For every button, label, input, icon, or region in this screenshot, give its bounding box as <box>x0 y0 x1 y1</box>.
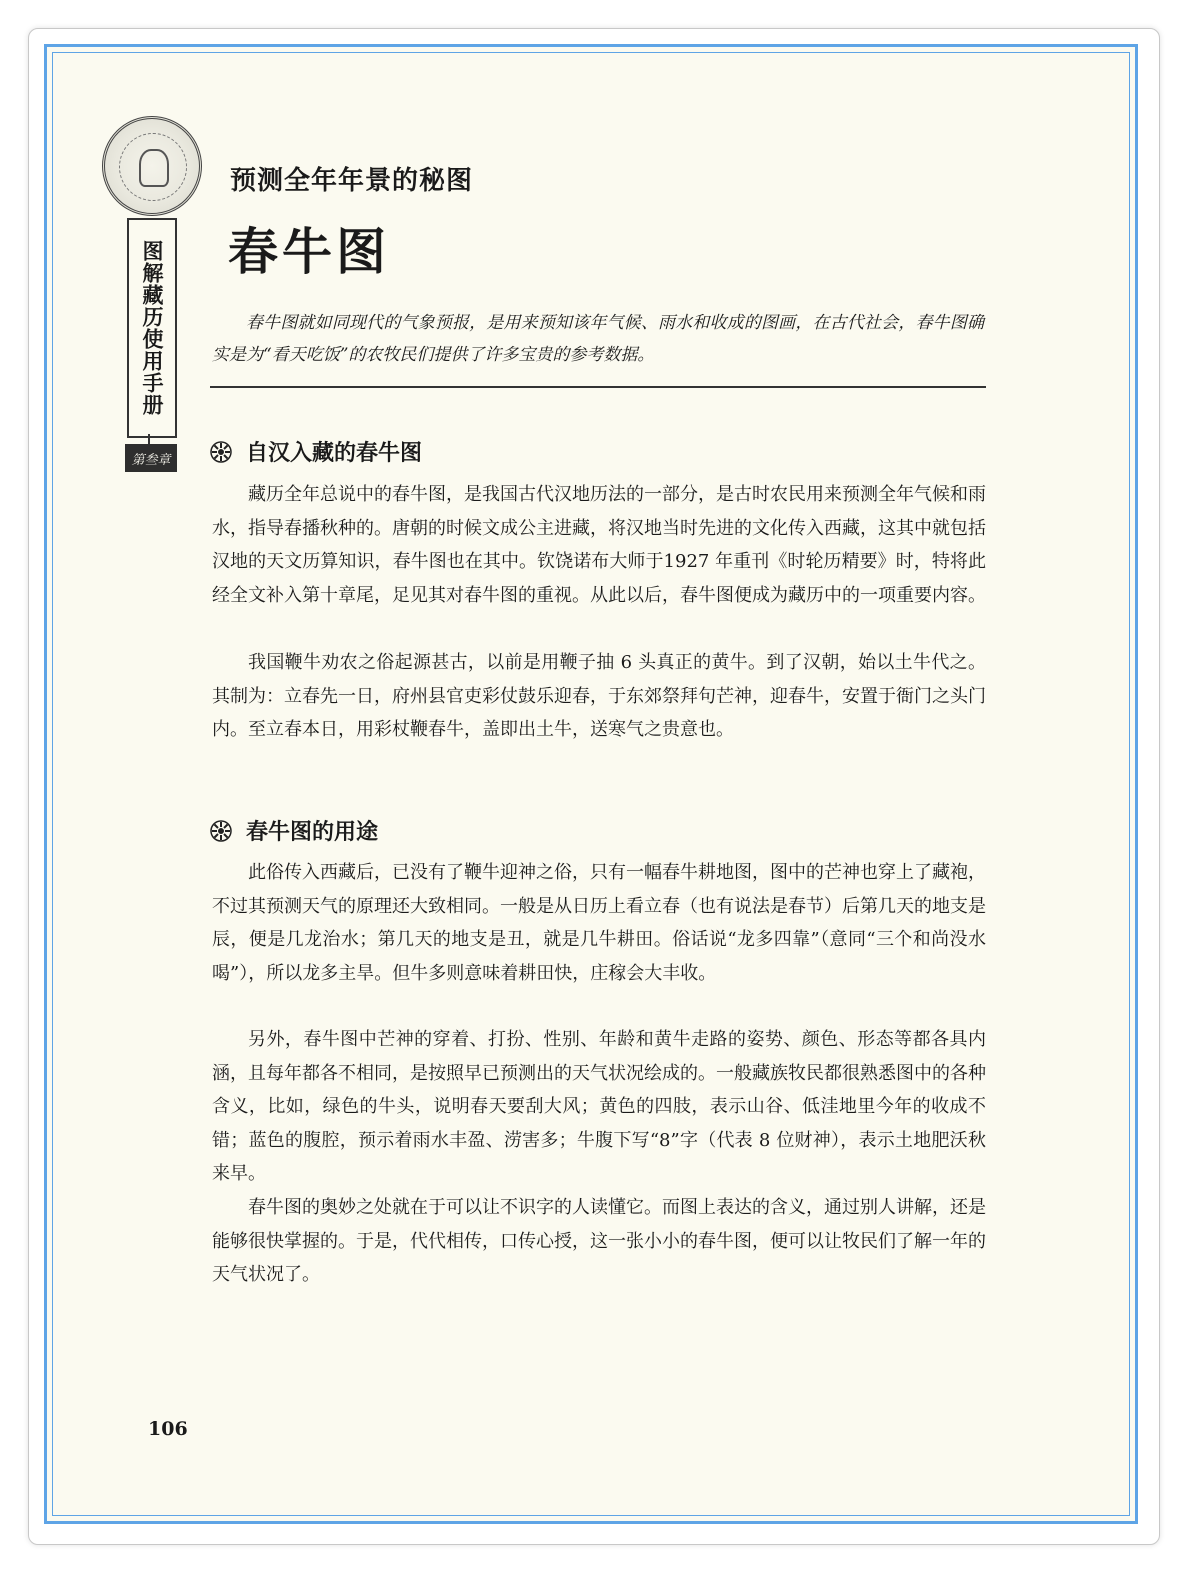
side-book-title <box>127 218 177 438</box>
section-heading-2 <box>210 815 378 846</box>
paragraph-2-2: 另外，春牛图中芒神的穿着、打扮、性别、年龄和黄牛走路的姿势、颜色、形态等都各具内涵，且每年都各不相同，是按照早已预测出的天气状况绘成的。一般藏族牧民都很熟悉图中的各种含义，比如，绿色的牛头，说明春天要刮大风；黄色的四肢，表示山谷、低洼地里今年的收成不错；蓝色的腹腔，预示着雨水丰盈、涝害多；牛腹下写“8”字（代表 8 位财神），表示土地肥沃秋来早。 <box>212 1029 986 1184</box>
paragraph-2-3: 春牛图的奥妙之处就在于可以让不识字的人读懂它。而图上表达的含义，通过别人讲解，还是能够很快掌握的。于是，代代相传，口传心授，这一张小小的春牛图，便可以让牧民们了解一年的天气状况了。 <box>212 1197 986 1285</box>
side-book-title-text: 图解藏历使用手册 <box>140 240 165 416</box>
flower-icon <box>210 820 232 842</box>
emblem-core <box>139 149 169 187</box>
page-blue-frame <box>44 44 1138 1524</box>
section-heading-text: 春牛图的用途 <box>246 820 379 845</box>
page-title: 春牛图 <box>228 222 390 281</box>
page-number: 106 <box>148 1418 188 1440</box>
page-blue-frame-inner <box>52 52 1130 1516</box>
section-heading-1 <box>210 436 422 467</box>
emblem-icon <box>102 116 202 216</box>
paragraph-2-1: 此俗传入西藏后，已没有了鞭牛迎神之俗，只有一幅春牛耕地图，图中的芒神也穿上了藏袍，不过其预测天气的原理还大致相同。一般是从日历上看立春（也有说法是春节）后第几天的地支是辰，便是几龙治水；第几天的地支是丑，就是几牛耕田。俗话说“龙多四靠”（意同“三个和尚没水喝”），所以龙多主旱。但牛多则意味着耕田快，庄稼会大丰收。 <box>212 862 986 984</box>
paragraph-1-2: 我国鞭牛劝农之俗起源甚古，以前是用鞭子抽 6 头真正的黄牛。到了汉朝，始以土牛代之。其制为：立春先一日，府州县官吏彩仗鼓乐迎春，于东郊祭拜句芒神，迎春牛，安置于衙门之头门内。至立春本日，用彩杖鞭春牛，盖即出土牛，送寒气之贵意也。 <box>212 652 986 740</box>
chapter-tag: 第叁章 <box>125 444 177 472</box>
intro-paragraph: 春牛图就如同现代的气象预报，是用来预知该年气候、雨水和收成的图画，在古代社会，春牛图确实是为“看天吃饭”的农牧民们提供了许多宝贵的参考数据。 <box>212 313 984 365</box>
intro-divider <box>210 386 986 388</box>
paragraph-1-1: 藏历全年总说中的春牛图，是我国古代汉地历法的一部分，是古时农民用来预测全年气候和雨水，指导春播秋种的。唐朝的时候文成公主进藏，将汉地当时先进的文化传入西藏，这其中就包括汉地的天文历算知识，春牛图也在其中。钦饶诺布大师于1927 年重刊《时轮历精要》时，特将此经全文补入第十章尾，足见其对春牛图的重视。从此以后，春牛图便成为藏历中的一项重要内容。 <box>212 484 986 606</box>
side-divider <box>148 434 150 444</box>
page-subtitle: 预测全年年景的秘图 <box>230 166 474 196</box>
flower-icon <box>210 441 232 463</box>
section-heading-text: 自汉入藏的春牛图 <box>246 441 423 466</box>
